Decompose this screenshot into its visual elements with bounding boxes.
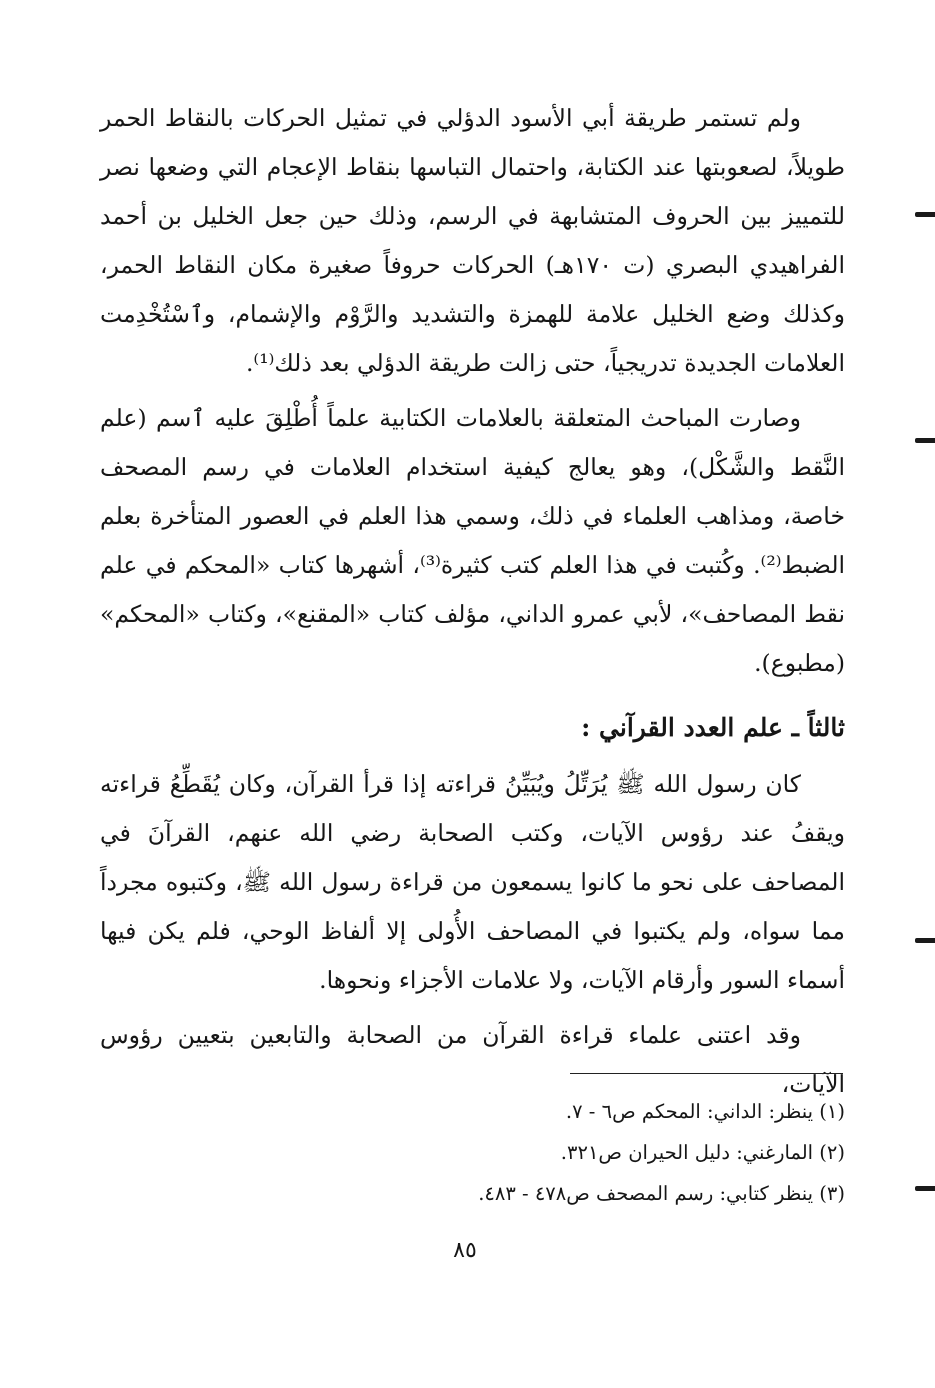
page-body (100, 94, 845, 1109)
scan-edge-mark (915, 938, 935, 943)
scan-edge-mark (915, 1186, 935, 1191)
scan-edge-mark (915, 438, 935, 443)
footnote-2: (٢) المارغني: دليل الحيران ص٣٢١. (560, 1141, 845, 1164)
paragraph-dots-history (100, 94, 845, 388)
paragraph-dotting-science (100, 394, 845, 688)
section-heading: ثالثاً ـ علم العدد القرآني : (581, 713, 845, 742)
footnote-separator (570, 1073, 843, 1074)
footnotes (400, 1094, 845, 1217)
footnote-3: (٣) ينظر كتابي: رسم المصحف ص٤٧٨ - ٤٨٣. (478, 1182, 845, 1205)
paragraph-text: وقد اعتنى علماء قراءة القرآن من الصحابة والتابعين بتعيين رؤوس الآيات، (100, 1021, 845, 1098)
paragraph-text: ولم تستمر طريقة أبي الأسود الدؤلي في تمثيل الحركات بالنقاط الحمر طويلاً، لصعوبتها عند الكتابة، واحتمال التباسها بنقاط الإعجام التي وضعها نصر للتمييز بين الحروف المتشابهة في الرسم، وذلك حين جعل الخليل بن أحمد الفراهيدي البصري (ت ١٧٠هـ) الحركات حروفاً صغيرة مكان النقاط الحمر، وكذلك وضع الخليل علامة للهمزة والتشديد والرَّوْم والإشمام، وٱسْتُخْدِمت العلامات الجديدة تدريجياً، حتى زالت طريقة الدؤلي بعد ذلك⁽¹⁾. (100, 104, 845, 377)
paragraph-quran-recitation (100, 760, 845, 1005)
page-number: ٨٥ (453, 1238, 477, 1263)
footnote-1: (١) ينظر: الداني: المحكم ص٦ - ٧. (565, 1100, 845, 1123)
paragraph-text: كان رسول الله ﷺ يُرَتِّلُ ويُبَيِّنُ قراءته إذا قرأ القرآن، وكان يُقَطِّعُ قراءته ويقفُ عند رؤوس الآيات، وكتب الصحابة رضي الله عنهم، القرآنَ في المصاحف على نحو ما كانوا يسمعون من قراءة رسول الله ﷺ، وكتبوه مجرداً مما سواه، ولم يكتبوا في المصاحف الأُولى إلا ألفاظ الوحي، فلم يكن فيها أسماء السور وأرقام الآيات، ولا علامات الأجزاء ونحوها. (100, 770, 845, 994)
scan-edge-mark (915, 212, 935, 217)
paragraph-text: وصارت المباحث المتعلقة بالعلامات الكتابية علماً أُطْلِقَ عليه ٱسم (علم النَّقط والشَّكْل)، وهو يعالج كيفية استخدام العلامات في رسم المصحف خاصة، ومذاهب العلماء في ذلك، وسمي هذا العلم في العصور المتأخرة بعلم الضبط⁽²⁾. وكُتبت في هذا العلم كتب كثيرة⁽³⁾، أشهرها كتاب «المحكم في علم نقط المصاحف»، لأبي عمرو الداني، مؤلف كتاب «المقنع»، وكتاب «المحكم» (مطبوع). (100, 404, 846, 677)
